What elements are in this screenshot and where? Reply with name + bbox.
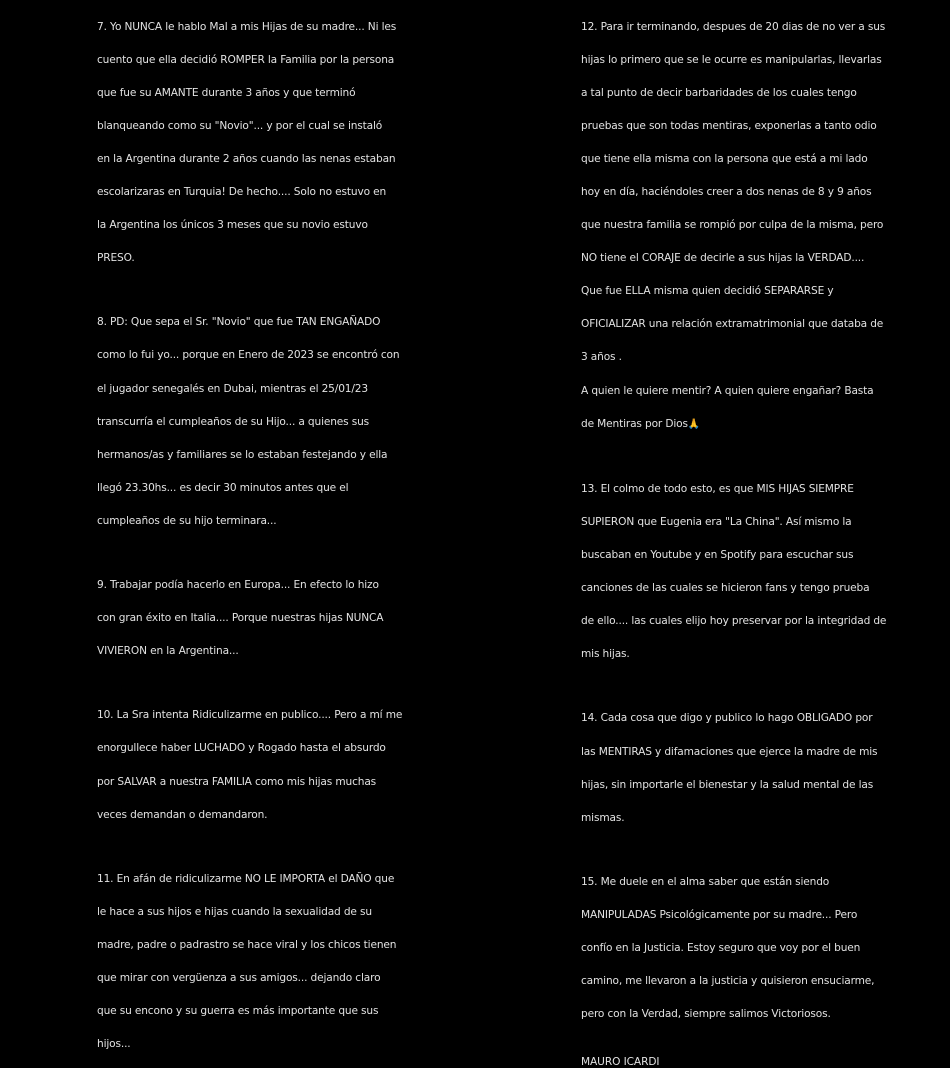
text-line: hijas, sin importarle el bienestar y la salud mental de las — [581, 778, 874, 791]
text-line: madre, padre o padrastro se hace viral y los chicos tienen — [97, 938, 397, 951]
text-line: en la Argentina durante 2 años cuando las nenas estaban — [97, 152, 396, 165]
left-column — [97, 2, 403, 1068]
praying-hands-icon: 🙏 — [687, 418, 701, 430]
text-line: le hace a sus hijos e hijas cuando la sexualidad de su — [97, 905, 372, 918]
text-line: hermanos/as y familiares se lo estaban festejando y ella — [97, 448, 388, 461]
text-line: PRESO. — [97, 252, 135, 265]
text-line: OFICIALIZAR una relación extramatrimonial que databa de — [581, 318, 884, 331]
text-line: por SALVAR a nuestra FAMILIA como mis hijas muchas — [97, 775, 377, 788]
text-line: enorgullece haber LUCHADO y Rogado hasta el absurdo — [97, 742, 386, 755]
text-line: pruebas que son todas mentiras, exponerlas a tanto odio — [581, 119, 877, 132]
text-line: cuento que ella decidió ROMPER la Familia por la persona — [97, 53, 395, 66]
text-line: 7. Yo NUNCA le hablo Mal a mis Hijas de su madre... Ni les — [97, 20, 397, 33]
text-line-with-emoji — [581, 416, 857, 434]
text-line: veces demandan o demandaron. — [97, 808, 268, 821]
text-line: con gran éxito en Italia.... Porque nuestras hijas NUNCA — [97, 612, 384, 625]
text-line: que nuestra familia se rompió por culpa de la misma, pero — [581, 219, 884, 232]
text-line: confío en la Justicia. Estoy seguro que voy por el buen — [581, 942, 861, 955]
text-line: MANIPULADAS Psicológicamente por su madre... Pero — [581, 908, 858, 921]
text-line: blanqueando como su "Novio"... y por el cual se instaló — [97, 119, 383, 132]
paragraph-10 — [97, 691, 403, 840]
right-column — [581, 2, 887, 1068]
text-line: hijos... — [97, 1038, 131, 1051]
text-line: NO tiene el CORAJE de decirle a sus hijas la VERDAD.... — [581, 252, 865, 265]
text-line: 14. Cada cosa que digo y publico lo hago OBLIGADO por — [581, 712, 873, 725]
text-line: que mirar con vergüenza a sus amigos... dejando claro — [97, 972, 381, 985]
text-line: cumpleaños de su hijo terminara... — [97, 514, 277, 527]
text-line: mis hijas. — [581, 648, 630, 661]
text-line: 13. El colmo de todo esto, es que MIS HIJAS SIEMPRE — [581, 482, 854, 495]
paragraph-14 — [581, 694, 878, 843]
text-line: pero con la Verdad, siempre salimos Victoriosos. — [581, 1008, 831, 1021]
text-line: 9. Trabajar podía hacerlo en Europa... En efecto lo hizo — [97, 579, 379, 592]
text-line: que su encono y su guerra es más importante que sus — [97, 1005, 379, 1018]
text-line: de ello.... las cuales elijo hoy preservar por la integridad de — [581, 615, 887, 628]
paragraph-11 — [97, 854, 397, 1068]
text-line: el jugador senegalés en Dubai, mientras el 25/01/23 — [97, 382, 368, 395]
text-line: que fue su AMANTE durante 3 años y que terminó — [97, 86, 356, 99]
text-line: la Argentina los únicos 3 meses que su novio estuvo — [97, 219, 368, 232]
text-line: hijas lo primero que se le ocurre es manipularlas, llevarlas — [581, 53, 882, 66]
text-line: 8. PD: Que sepa el Sr. "Novio" que fue TAN ENGAÑADO — [97, 316, 381, 329]
text-line: buscaban en Youtube y en Spotify para escuchar sus — [581, 549, 854, 561]
text-line: A quien le quiere mentir? A quien quiere engañar? Basta — [581, 384, 874, 397]
text-line: 11. En afán de ridiculizarme NO LE IMPORTA el DAÑO que — [97, 872, 395, 885]
text-line: 15. Me duele en el alma saber que están siendo — [581, 875, 830, 888]
text-line: camino, me llevaron a la justicia y quisieron ensuciarme, — [581, 975, 875, 988]
text-line: escolarizaras en Turquia! De hecho.... Solo no estuvo en — [97, 186, 387, 199]
text-line: como lo fui yo... porque en Enero de 2023 se encontró con — [97, 349, 400, 362]
paragraph-9 — [97, 561, 384, 677]
paragraph-7 — [97, 2, 397, 283]
text-line: 3 años . — [581, 351, 622, 364]
text-line: hoy en día, haciéndoles creer a dos nenas de 8 y 9 años — [581, 186, 872, 199]
text-line: llegó 23.30hs... es decir 30 minutos antes que el — [97, 481, 349, 494]
text-line: Que fue ELLA misma quien decidió SEPARARSE y — [581, 285, 834, 298]
text-line: SUPIERON que Eugenia era "La China". Así mismo la — [581, 515, 852, 528]
text-line: que tiene ella misma con la persona que está a mi lado — [581, 152, 868, 165]
paragraph-8 — [97, 298, 400, 546]
paragraph-15 — [581, 857, 875, 1039]
text-line: a tal punto de decir barbaridades de los cuales tengo — [581, 86, 857, 99]
text-line: canciones de las cuales se hicieron fans y tengo prueba — [581, 582, 870, 595]
text-line: transcurría el cumpleaños de su Hijo... a quienes sus — [97, 415, 370, 428]
text-line: mismas. — [581, 811, 625, 824]
text-line: las MENTIRAS y difamaciones que ejerce la madre de mis — [581, 745, 878, 758]
text-line: VIVIERON en la Argentina... — [97, 645, 239, 658]
paragraph-13 — [581, 464, 887, 679]
text-fragment: de Mentiras por Dios — [581, 417, 688, 430]
text-line: 10. La Sra intenta Ridiculizarme en publico.... Pero a mí me — [97, 709, 403, 722]
text-line: 12. Para ir terminando, despues de 20 dias de no ver a sus — [581, 20, 886, 33]
paragraph-12 — [581, 2, 886, 450]
signature: MAURO ICARDI — [581, 1055, 660, 1068]
